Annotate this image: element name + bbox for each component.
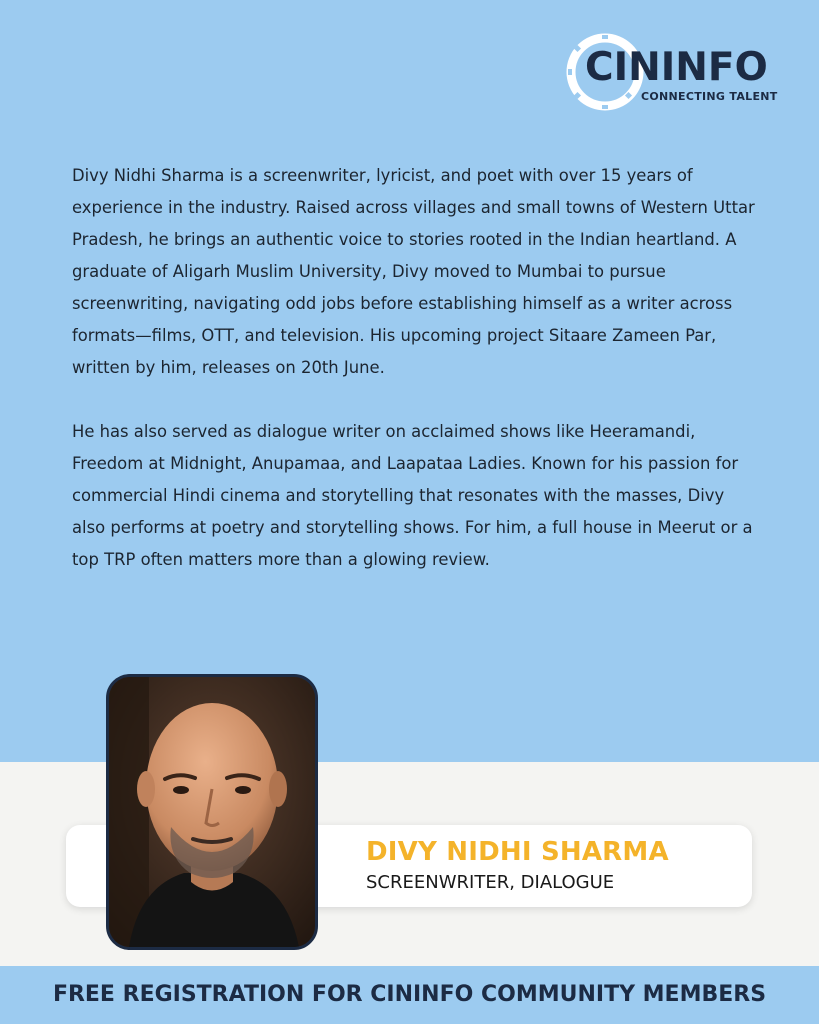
- person-name: DIVY NIDHI SHARMA: [366, 837, 669, 867]
- bio-paragraph-2: He has also served as dialogue writer on acclaimed shows like Heeramandi, Freedom at Midnight, Anupamaa, and Laapataa Ladies. Known for his passion for commercial Hindi cinema and storytelling that resonates with the masses, Divy also performs at poetry and storytelling shows. For him, a full house in Meerut or a top TRP often matters more than a glowing review.: [72, 422, 753, 569]
- logo-wordmark: CININFO: [585, 45, 768, 90]
- person-role: SCREENWRITER, DIALOGUE: [366, 872, 615, 893]
- logo-tagline: CONNECTING TALENT: [641, 90, 778, 103]
- cininfo-logo: [565, 32, 795, 112]
- portrait-photo: [106, 674, 318, 950]
- footer-registration-text: FREE REGISTRATION FOR CININFO COMMUNITY MEMBERS: [52, 982, 767, 1007]
- biography: [72, 160, 762, 576]
- portrait-illustration: [109, 677, 315, 947]
- bio-paragraph-1: Divy Nidhi Sharma is a screenwriter, lyricist, and poet with over 15 years of experience in the industry. Raised across villages and small towns of Western Uttar Pradesh, he brings an authentic voice to stories rooted in the Indian heartland. A graduate of Aligarh Muslim University, Divy moved to Mumbai to pursue screenwriting, navigating odd jobs before establishing himself as a writer across formats—films, OTT, and television. His upcoming project Sitaare Zameen Par, written by him, releases on 20th June.: [72, 166, 755, 377]
